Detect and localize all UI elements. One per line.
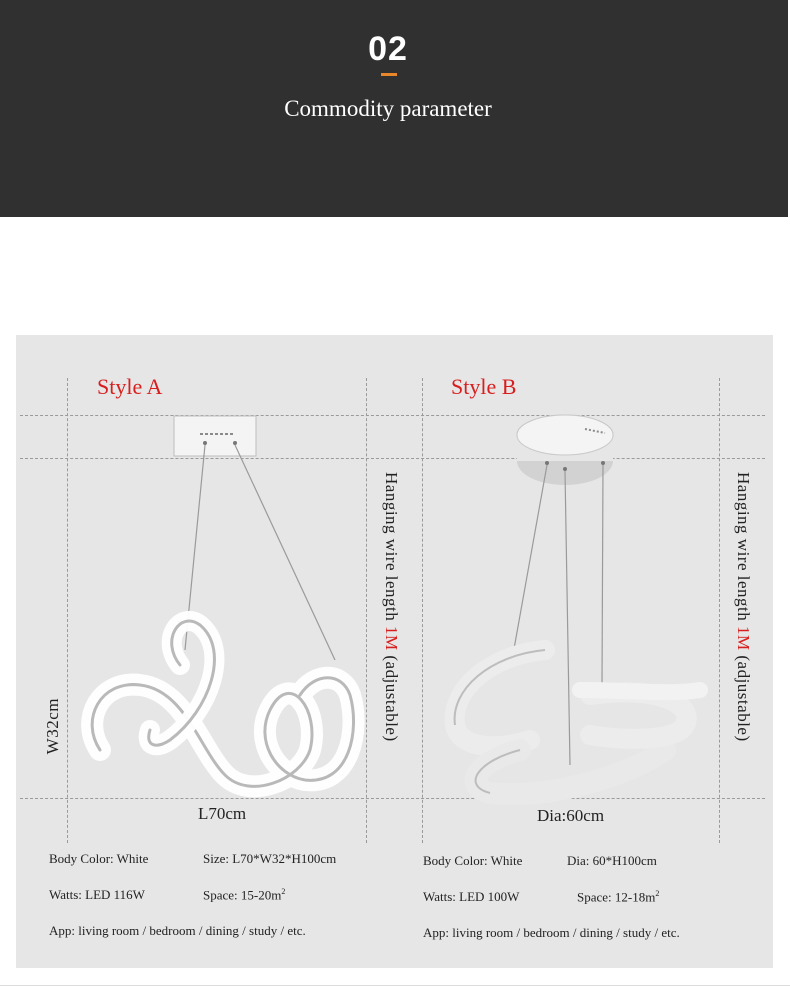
section-title: Commodity parameter [284, 96, 492, 121]
style-a-watts: Watts: LED 116W [49, 887, 145, 902]
style-a-size: Size: L70*W32*H100cm [203, 851, 337, 866]
style-b-app: App: living room / bedroom / dining / study / etc. [423, 925, 680, 940]
section-accent-bar [381, 73, 397, 76]
style-b-size: Dia: 60*H100cm [567, 853, 657, 868]
style-b-watts: Watts: LED 100W [423, 889, 520, 904]
style-a-label: Style A [97, 374, 163, 399]
style-a-length: L70cm [198, 804, 247, 823]
style-b-space: Space: $12-18m^2$ [577, 889, 660, 905]
section-header [0, 0, 788, 217]
style-a-space: Space: $15-20m^2$ [203, 887, 286, 903]
style-a-body-color: Body Color: White [49, 851, 149, 866]
style-a-app: App: living room / bedroom / dining / study / etc. [49, 923, 306, 938]
guide-line [422, 378, 423, 843]
style-a-wire-length: Hanging wire length 1M (adjustable) [382, 472, 401, 742]
style-b-label: Style B [451, 374, 517, 399]
guide-line [719, 378, 720, 843]
style-b-lamp-image [430, 405, 710, 805]
style-b-body-color: Body Color: White [423, 853, 523, 868]
style-a-width: W32cm [43, 698, 62, 755]
style-a-lamp-image [60, 410, 390, 800]
style-b-diameter: Dia:60cm [537, 806, 605, 825]
divider [0, 985, 790, 986]
style-b-wire-length: Hanging wire length 1M (adjustable) [734, 472, 753, 742]
section-number: 02 [368, 30, 408, 68]
